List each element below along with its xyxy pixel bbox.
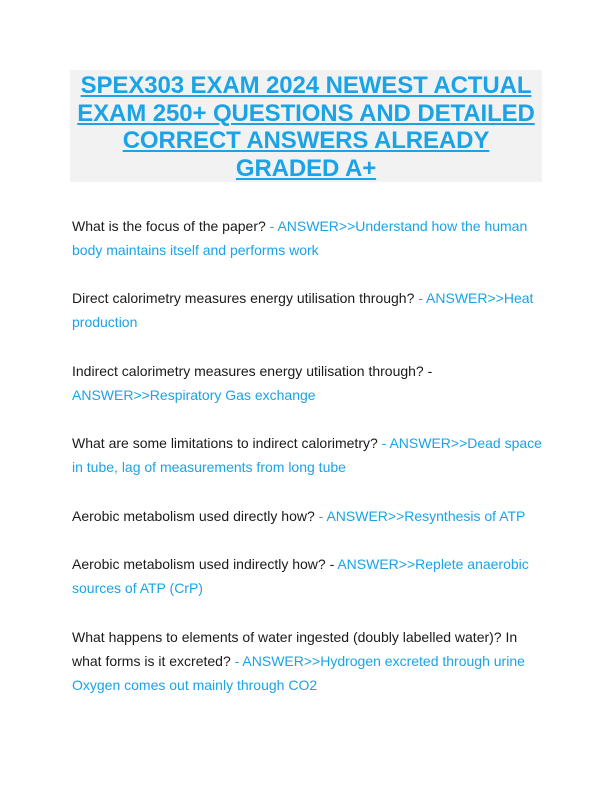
answer-text: - ANSWER>>Hydrogen excreted through urine bbox=[234, 653, 525, 669]
question-text: Aerobic metabolism used directly how? bbox=[72, 508, 319, 524]
answer-text: ANSWER>>Respiratory Gas exchange bbox=[72, 387, 316, 403]
qa-item bbox=[72, 214, 542, 262]
title-block bbox=[70, 70, 542, 182]
question-text: Direct calorimetry measures energy utilisation through? bbox=[72, 290, 419, 306]
title-line-2: EXAM 250+ QUESTIONS AND DETAILED bbox=[77, 99, 535, 127]
qa-item bbox=[72, 431, 542, 479]
qa-item bbox=[72, 504, 542, 528]
qa-item bbox=[72, 286, 542, 334]
qa-item bbox=[72, 552, 542, 600]
question-text: Aerobic metabolism used indirectly how? - bbox=[72, 556, 338, 572]
answer-text: - ANSWER>>Heat production bbox=[72, 290, 534, 330]
question-text: Indirect calorimetry measures energy utilisation through? - bbox=[72, 363, 433, 379]
answer-text: - ANSWER>>Understand how the human body maintains itself and performs work bbox=[72, 218, 528, 258]
title-line-4: GRADED A+ bbox=[235, 154, 377, 182]
answer-text-line-2: Oxygen comes out mainly through CO2 bbox=[72, 677, 318, 693]
qa-item bbox=[72, 625, 542, 697]
qa-item bbox=[72, 359, 542, 407]
answer-text: ANSWER>>Replete anaerobic sources of ATP (CrP) bbox=[72, 556, 529, 596]
question-text: What happens to elements of water ingested (doubly labelled water)? In what forms is it excreted? bbox=[72, 629, 518, 669]
title-line-3: CORRECT ANSWERS ALREADY bbox=[122, 127, 490, 154]
question-text: What are some limitations to indirect calorimetry? bbox=[72, 435, 382, 451]
answer-text: - ANSWER>>Dead space in tube, lag of measurements from long tube bbox=[72, 435, 542, 475]
document-title bbox=[70, 70, 542, 182]
title-line-1: SPEX303 EXAM 2024 NEWEST ACTUAL bbox=[80, 72, 532, 99]
answer-text: - ANSWER>>Resynthesis of ATP bbox=[318, 508, 526, 524]
question-text: What is the focus of the paper? bbox=[72, 218, 270, 234]
